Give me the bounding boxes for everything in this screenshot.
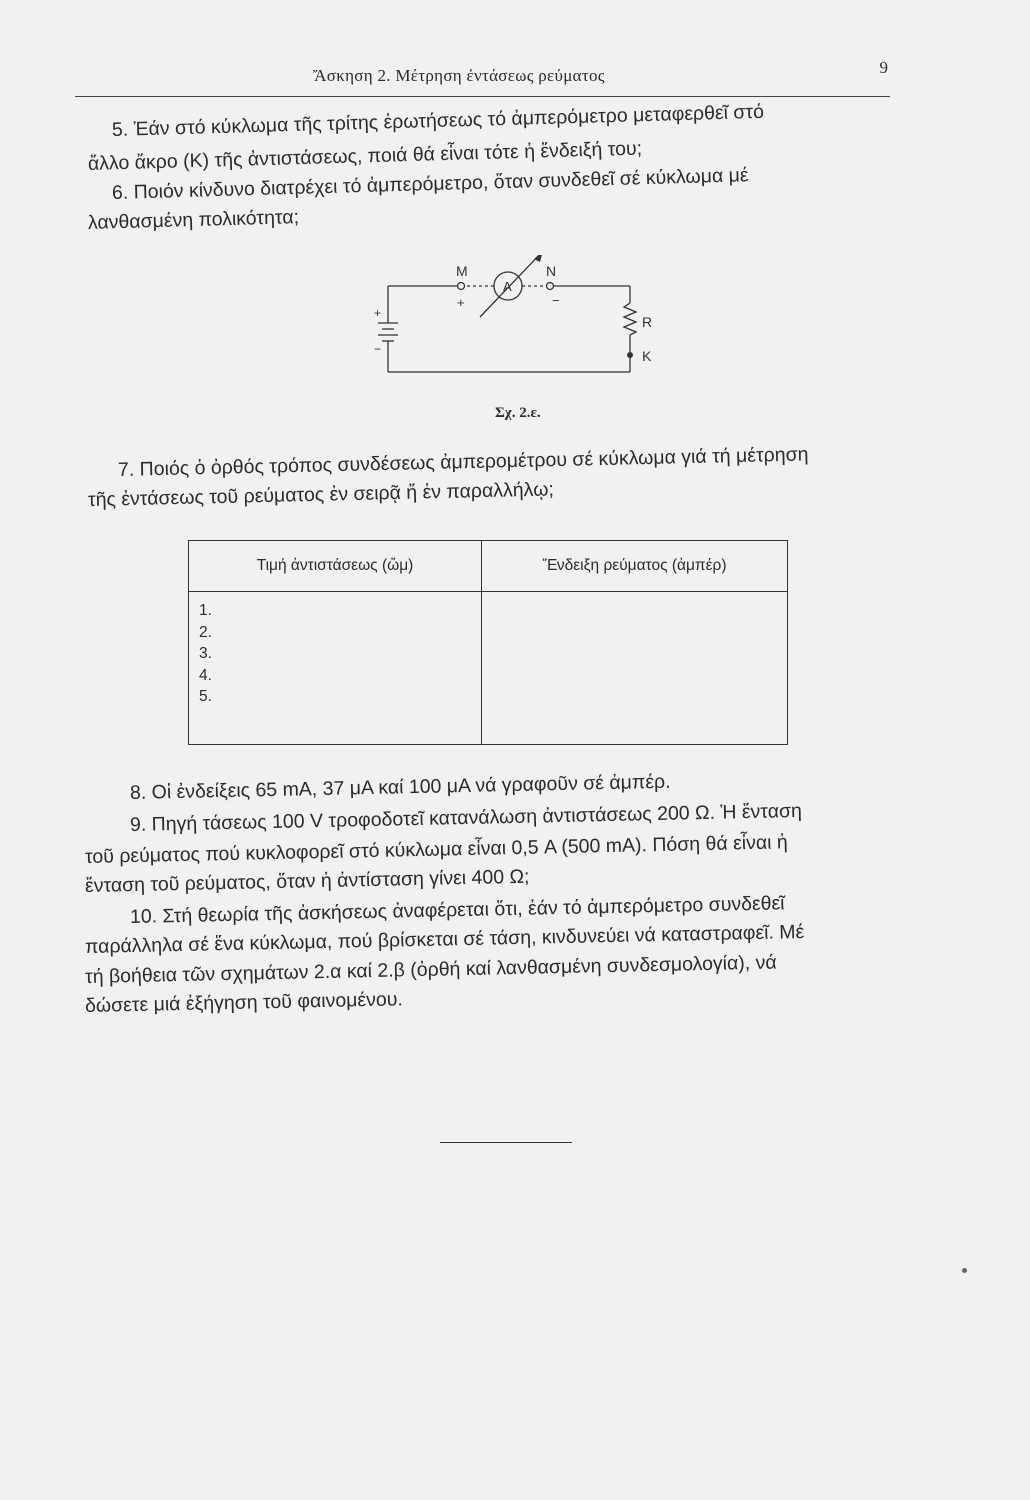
results-table bbox=[188, 540, 788, 745]
circuit-svg bbox=[360, 255, 660, 395]
header-current: Ἔνδειξη ρεύματος (ἀμπέρ) bbox=[482, 541, 788, 592]
circuit-diagram bbox=[360, 255, 660, 395]
node-k bbox=[627, 352, 633, 358]
resistor-r bbox=[624, 303, 636, 335]
table-row bbox=[189, 592, 788, 745]
question-6-line-2: λανθασμένη πολικότητα; bbox=[87, 206, 300, 234]
table-header-row bbox=[189, 541, 788, 592]
question-8-line-1: 8. Οἱ ἐνδείξεις 65 mA, 37 μA καί 100 μA νά γραφοῦν σέ ἀμπέρ. bbox=[129, 770, 671, 804]
end-rule bbox=[440, 1142, 572, 1143]
header-resistance: Τιμή ἀντιστάσεως (ὤμ) bbox=[189, 541, 482, 592]
label-m: Μ bbox=[456, 263, 468, 279]
current-column bbox=[482, 592, 788, 745]
page-number: 9 bbox=[879, 58, 888, 77]
row-number: 1. bbox=[199, 602, 212, 619]
question-9-line-2: τοῦ ρεύματος πού κυκλοφορεῖ στό κύκλωμα εἶναι 0,5 A (500 mA). Πόση θά εἶναι ἡ bbox=[84, 831, 788, 868]
label-a: A bbox=[503, 279, 512, 294]
row-number: 5. bbox=[199, 688, 212, 705]
label-k: Κ bbox=[642, 348, 652, 364]
question-10-line-2: παράλληλα σέ ἕνα κύκλωμα, πού βρίσκεται σέ τάση, κινδυνεύει νά καταστραφεῖ. Μέ bbox=[84, 920, 805, 958]
terminal-m bbox=[458, 283, 465, 290]
label-n: Ν bbox=[546, 263, 557, 279]
label-minus-battery: − bbox=[374, 342, 382, 356]
question-7-line-1: 7. Ποιός ὁ ὀρθός τρόπος συνδέσεως ἀμπερομέτρου σέ κύκλωμα γιά τή μέτρηση bbox=[117, 443, 809, 481]
row-number: 2. bbox=[199, 623, 212, 641]
label-plus-m: + bbox=[457, 295, 465, 310]
resistance-column bbox=[189, 592, 482, 745]
question-5-line-1: 5. Ἐάν στό κύκλωμα τῆς τρίτης ἐρωτήσεως τό ἀμπερόμετρο μεταφερθεῖ στό bbox=[111, 100, 765, 141]
question-10-line-3: τή βοήθεια τῶν σχημάτων 2.α καί 2.β (ὀρθή καί λανθασμένη συνδεσμολογία), νά bbox=[84, 951, 777, 988]
running-header bbox=[75, 58, 890, 97]
terminal-n bbox=[547, 283, 554, 290]
figure-caption: Σχ. 2.ε. bbox=[495, 405, 541, 421]
arrow-head bbox=[534, 255, 543, 262]
question-10-line-4: δώσετε μιά ἐξήγηση τοῦ φαινομένου. bbox=[84, 988, 404, 1017]
label-r: R bbox=[642, 314, 653, 330]
label-plus-battery: + bbox=[374, 306, 382, 320]
row-number: 4. bbox=[199, 666, 212, 684]
label-minus-n: − bbox=[552, 293, 560, 308]
question-9-line-1: 9. Πηγή τάσεως 100 V τροφοδοτεῖ κατανάλωση ἀντιστάσεως 200 Ω. Ἡ ἔνταση bbox=[129, 799, 803, 836]
question-7-line-2: τῆς ἐντάσεως τοῦ ρεύματος ἐν σειρᾷ ἤ ἐν παραλλήλῳ; bbox=[87, 478, 555, 511]
header-title: Ἄσκηση 2. Μέτρηση ἐντάσεως ρεύματος bbox=[313, 66, 605, 85]
row-number: 3. bbox=[199, 645, 212, 662]
question-6-line-1: 6. Ποιόν κίνδυνο διατρέχει τό ἀμπερόμετρο, ὅταν συνδεθεῖ σέ κύκλωμα μέ bbox=[111, 164, 749, 204]
question-9-line-3: ἔνταση τοῦ ρεύματος, ὅταν ἡ ἀντίσταση γίνει 400 Ω; bbox=[84, 865, 530, 897]
question-10-line-1: 10. Στή θεωρία τῆς ἀσκήσεως ἀναφέρεται ὅτι, ἐάν τό ἀμπερόμετρο συνδεθεῖ bbox=[129, 892, 785, 928]
ink-dot bbox=[962, 1268, 967, 1273]
question-5-line-2: ἄλλο ἄκρο (Κ) τῆς ἀντιστάσεως, ποιά θά εἶναι τότε ἡ ἔνδειξή του; bbox=[87, 137, 643, 175]
